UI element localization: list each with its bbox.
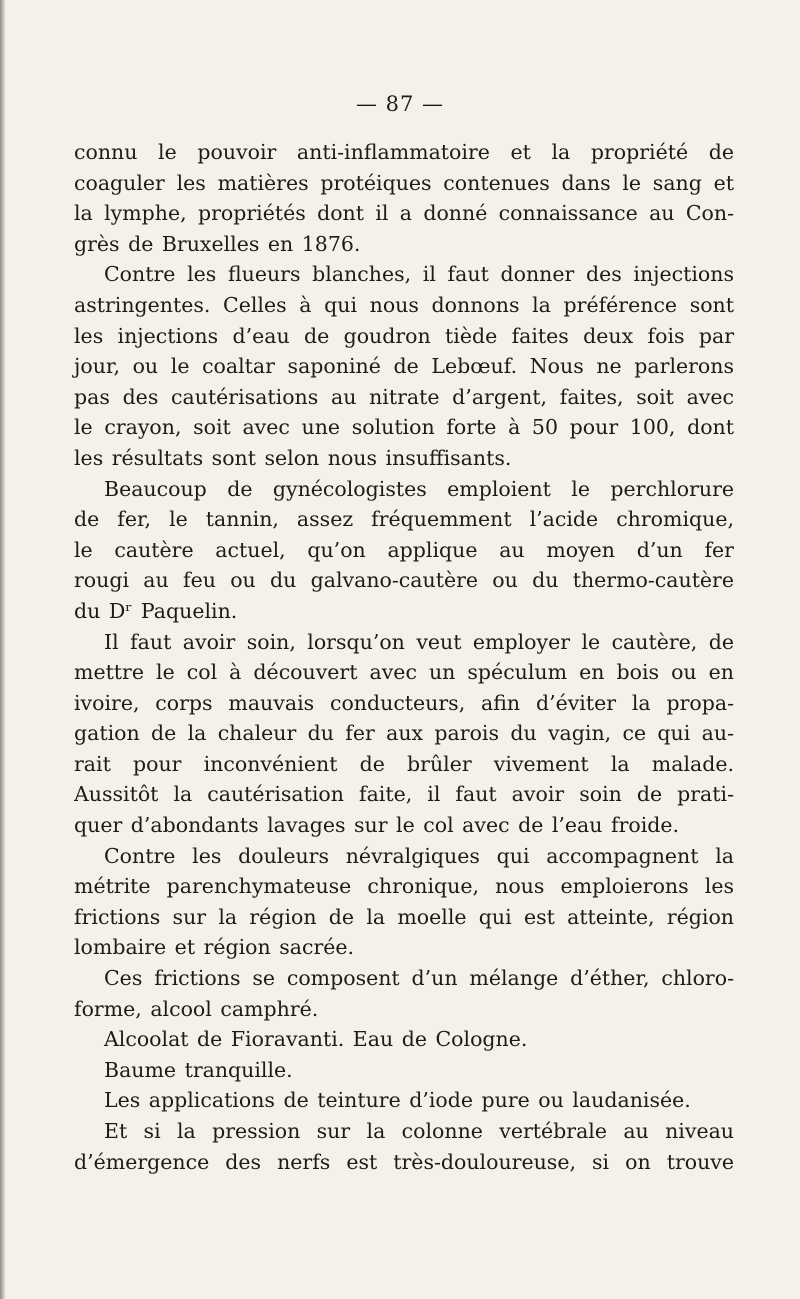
text-line: Baume tranquille.	[104, 1057, 293, 1082]
text-line: Et si la pression sur la colonne vertébrale au niveau	[104, 1119, 734, 1143]
text-line: Alcoolat de Fioravanti. Eau de Cologne.	[104, 1027, 528, 1052]
text-line: quer d’abondants lavages sur le col avec de l’eau froide.	[74, 813, 680, 838]
text-line: Les applications de teinture d’iode pure ou laudanisée.	[104, 1088, 691, 1113]
text-line: les résultats sont selon nous insuffisants.	[74, 445, 512, 470]
text-line: frictions sur la région de la moelle qui est atteinte, région	[74, 904, 734, 929]
text-line: forme, alcool camphré.	[74, 996, 319, 1021]
page-left-edge-shadow	[0, 0, 6, 1299]
text-line: Contre les flueurs blanches, il faut donner des injections	[104, 262, 734, 287]
text-line: rait pour inconvénient de brûler vivement la malade.	[74, 751, 734, 776]
text-line: coaguler les matières protéiques contenues dans le sang et	[74, 170, 734, 195]
text-line: du Dʳ Paquelin.	[74, 598, 238, 623]
text-line: le crayon, soit avec une solution forte à 50 pour 100, dont	[74, 415, 734, 440]
text-line: le cautère actuel, qu’on applique au moyen d’un fer	[74, 537, 734, 562]
text-line: grès de Bruxelles en 1876.	[74, 231, 361, 256]
text-line: Contre les douleurs névralgiques qui accompagnent la	[104, 843, 734, 868]
text-line: ivoire, corps mauvais conducteurs, afin d’éviter la propa-	[74, 690, 734, 715]
text-line: astringentes. Celles à qui nous donnons la préférence sont	[74, 292, 734, 317]
text-line: gation de la chaleur du fer aux parois du vagin, ce qui au-	[74, 721, 734, 746]
text-line: Ces frictions se composent d’un mélange d’éther, chloro-	[104, 966, 734, 991]
text-line: mettre le col à découvert avec un spéculum en bois ou en	[74, 660, 734, 685]
text-line: de fer, le tannin, assez fréquemment l’acide chromique,	[74, 507, 734, 532]
body-text	[74, 137, 734, 1177]
text-line: rougi au feu ou du galvano-cautère ou du thermo-cautère	[74, 568, 734, 593]
text-line: d’émergence des nerfs est très-douloureuse, si on trouve	[74, 1149, 734, 1174]
text-line: métrite parenchymateuse chronique, nous emploierons les	[74, 874, 734, 899]
text-line: lombaire et région sacrée.	[74, 935, 355, 960]
text-line: connu le pouvoir anti-inflammatoire et la propriété de	[74, 140, 734, 164]
text-line: Il faut avoir soin, lorsqu’on veut employer le cautère, de	[104, 629, 734, 654]
text-line: pas des cautérisations au nitrate d’argent, faites, soit avec	[74, 384, 734, 409]
text-line: les injections d’eau de goudron tiède faites deux fois par	[74, 323, 734, 348]
text-line: Beaucoup de gynécologistes emploient le perchlorure	[104, 476, 734, 501]
text-line: Aussitôt la cautérisation faite, il faut avoir soin de prati-	[74, 782, 734, 807]
text-line: la lymphe, propriétés dont il a donné connaissance au Con-	[74, 201, 734, 226]
page-number: — 87 —	[355, 92, 445, 116]
text-line: jour, ou le coaltar saponiné de Lebœuf. Nous ne parlerons	[74, 354, 734, 379]
